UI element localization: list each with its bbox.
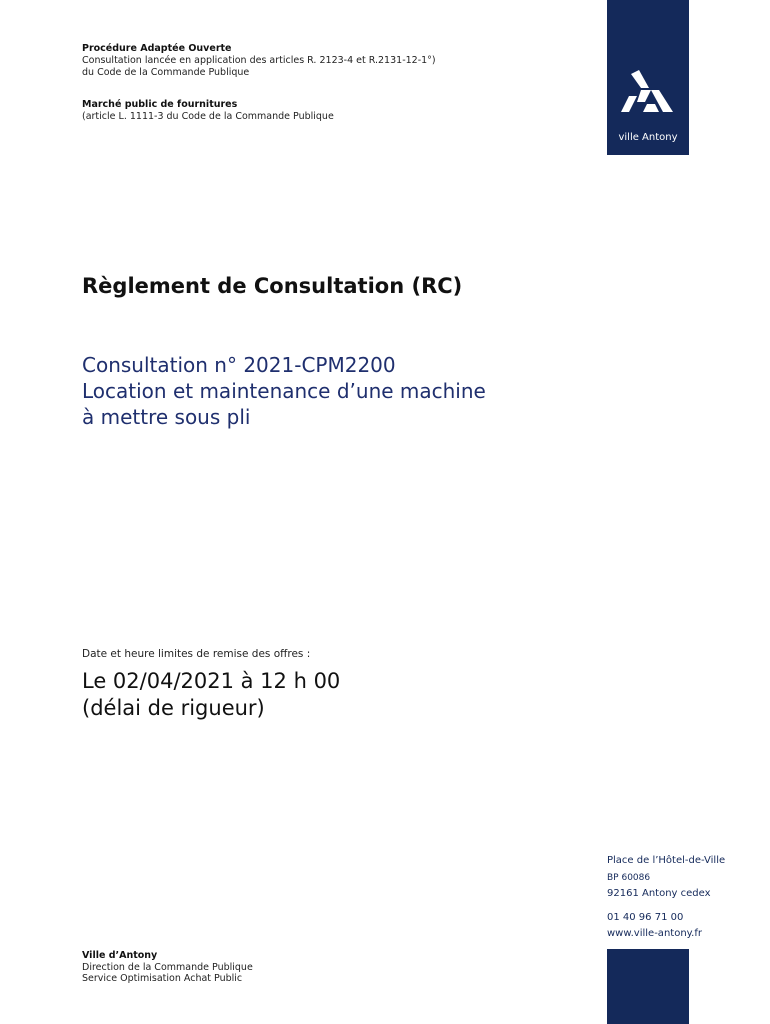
- consultation-subject-line-2: à mettre sous pli: [82, 405, 251, 429]
- logo-text: ville Antony: [618, 132, 678, 143]
- consultation-block: [82, 352, 486, 430]
- address-phone: 01 40 96 71 00: [607, 911, 684, 923]
- consultation-subject-line-1: Location et maintenance d’une machine: [82, 379, 486, 403]
- procedure-line-2: du Code de la Commande Publique: [82, 67, 250, 78]
- document-title: Règlement de Consultation (RC): [82, 274, 463, 298]
- market-title: Marché public de fournitures: [82, 99, 238, 110]
- procedure-block: [82, 43, 542, 123]
- footer-title: Ville d’Antony: [82, 950, 158, 961]
- footer-line-1: Direction de la Commande Publique: [82, 961, 253, 973]
- deadline-note: (délai de rigueur): [82, 696, 265, 720]
- address-line-1: Place de l’Hôtel-de-Ville: [607, 855, 726, 866]
- procedure-title: Procédure Adaptée Ouverte: [82, 43, 232, 54]
- logo-band: [607, 0, 689, 155]
- footer-block: [82, 950, 253, 985]
- address-line-3: 92161 Antony cedex: [607, 888, 711, 899]
- antony-logo-icon: [619, 68, 675, 116]
- deadline-block: [82, 668, 340, 722]
- consultation-number: Consultation n° 2021-CPM2200: [82, 353, 396, 377]
- bottom-band: [607, 949, 689, 1024]
- address-block: [607, 853, 725, 943]
- address-line-2: BP 60086: [607, 872, 651, 883]
- deadline-date: Le 02/04/2021 à 12 h 00: [82, 669, 341, 693]
- address-website: www.ville-antony.fr: [607, 928, 702, 939]
- footer-line-2: Service Optimisation Achat Public: [82, 973, 243, 984]
- deadline-label: Date et heure limites de remise des offres :: [82, 648, 311, 660]
- procedure-line-1: Consultation lancée en application des articles R. 2123-4 et R.2131-12-1°): [82, 55, 436, 66]
- market-line-1: (article L. 1111-3 du Code de la Commande Publique: [82, 111, 334, 122]
